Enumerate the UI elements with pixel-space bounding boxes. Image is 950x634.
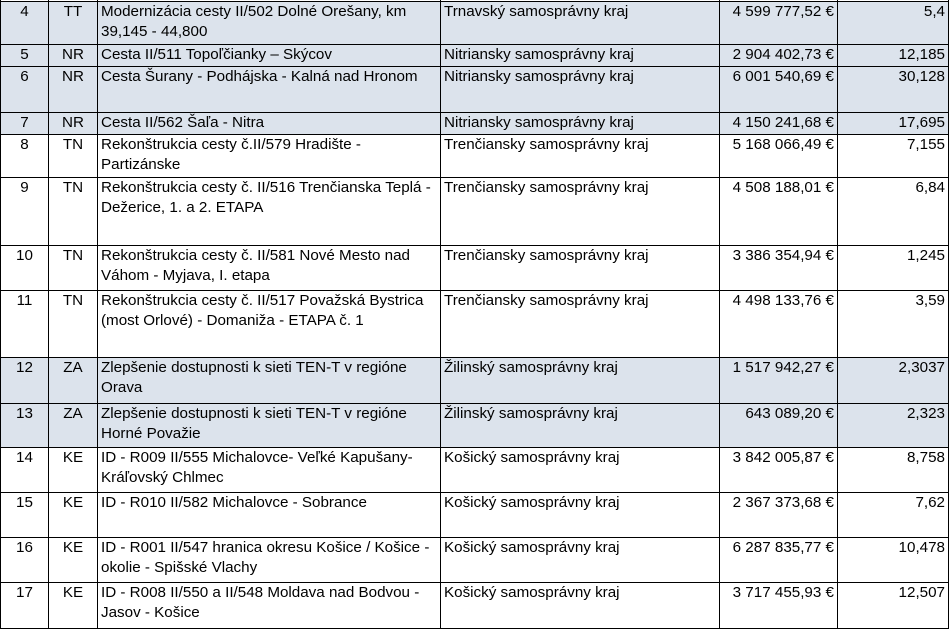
project-name: Modernizácia cesty II/502 Dolné Orešany, km 39,145 - 44,800 bbox=[98, 2, 441, 45]
table-row bbox=[1, 538, 949, 583]
table-row bbox=[1, 45, 949, 67]
row-number: 8 bbox=[1, 135, 49, 178]
length-km: 2,3037 bbox=[838, 358, 949, 404]
region-name: Košický samosprávny kraj bbox=[441, 493, 720, 538]
amount: 2 367 373,68 € bbox=[720, 493, 838, 538]
project-name: ID - R008 II/550 a II/548 Moldava nad Bodvou - Jasov - Košice bbox=[98, 583, 441, 629]
project-name: Zlepšenie dostupnosti k sieti TEN-T v regióne Horné Považie bbox=[98, 404, 441, 448]
length-km: 10,478 bbox=[838, 538, 949, 583]
project-name: Rekonštrukcia cesty č. II/517 Považská Bystrica (most Orlové) - Domaniža - ETAPA č. 1 bbox=[98, 291, 441, 358]
project-name: Rekonštrukcia cesty č. II/581 Nové Mesto nad Váhom - Myjava, I. etapa bbox=[98, 246, 441, 291]
region-code: TN bbox=[49, 178, 98, 246]
region-name: Trenčiansky samosprávny kraj bbox=[441, 246, 720, 291]
region-code: TN bbox=[49, 135, 98, 178]
region-name: Trenčiansky samosprávny kraj bbox=[441, 291, 720, 358]
table-row bbox=[1, 113, 949, 135]
amount: 3 842 005,87 € bbox=[720, 448, 838, 493]
row-number: 17 bbox=[1, 583, 49, 629]
table-row bbox=[1, 358, 949, 404]
row-number: 5 bbox=[1, 45, 49, 67]
region-code: TT bbox=[49, 2, 98, 45]
row-number: 11 bbox=[1, 291, 49, 358]
length-km: 1,245 bbox=[838, 246, 949, 291]
length-km: 17,695 bbox=[838, 113, 949, 135]
region-name: Trenčiansky samosprávny kraj bbox=[441, 178, 720, 246]
region-code: ZA bbox=[49, 404, 98, 448]
region-name: Košický samosprávny kraj bbox=[441, 448, 720, 493]
region-name: Košický samosprávny kraj bbox=[441, 538, 720, 583]
length-km: 30,128 bbox=[838, 67, 949, 113]
row-number: 15 bbox=[1, 493, 49, 538]
row-number: 10 bbox=[1, 246, 49, 291]
region-name: Trenčiansky samosprávny kraj bbox=[441, 135, 720, 178]
region-name: Žilinský samosprávny kraj bbox=[441, 404, 720, 448]
length-km: 8,758 bbox=[838, 448, 949, 493]
region-code: NR bbox=[49, 67, 98, 113]
length-km: 5,4 bbox=[838, 2, 949, 45]
region-code: KE bbox=[49, 538, 98, 583]
amount: 6 287 835,77 € bbox=[720, 538, 838, 583]
region-name: Nitriansky samosprávny kraj bbox=[441, 67, 720, 113]
amount: 643 089,20 € bbox=[720, 404, 838, 448]
length-km: 7,62 bbox=[838, 493, 949, 538]
length-km: 7,155 bbox=[838, 135, 949, 178]
table-row bbox=[1, 291, 949, 358]
project-name: Zlepšenie dostupnosti k sieti TEN-T v regióne Orava bbox=[98, 358, 441, 404]
row-number: 13 bbox=[1, 404, 49, 448]
length-km: 12,185 bbox=[838, 45, 949, 67]
table-row bbox=[1, 2, 949, 45]
amount: 2 904 402,73 € bbox=[720, 45, 838, 67]
table-row bbox=[1, 404, 949, 448]
region-code: NR bbox=[49, 113, 98, 135]
amount: 4 498 133,76 € bbox=[720, 291, 838, 358]
table-row bbox=[1, 67, 949, 113]
region-code: TN bbox=[49, 291, 98, 358]
region-code: KE bbox=[49, 583, 98, 629]
amount: 5 168 066,49 € bbox=[720, 135, 838, 178]
amount: 1 517 942,27 € bbox=[720, 358, 838, 404]
amount: 3 386 354,94 € bbox=[720, 246, 838, 291]
amount: 6 001 540,69 € bbox=[720, 67, 838, 113]
amount: 4 150 241,68 € bbox=[720, 113, 838, 135]
region-code: ZA bbox=[49, 358, 98, 404]
table-row bbox=[1, 493, 949, 538]
length-km: 12,507 bbox=[838, 583, 949, 629]
region-name: Nitriansky samosprávny kraj bbox=[441, 45, 720, 67]
length-km: 3,59 bbox=[838, 291, 949, 358]
table-row bbox=[1, 583, 949, 629]
row-number: 12 bbox=[1, 358, 49, 404]
table-row bbox=[1, 448, 949, 493]
amount: 4 599 777,52 € bbox=[720, 2, 838, 45]
project-name: Rekonštrukcia cesty č. II/516 Trenčianska Teplá - Dežerice, 1. a 2. ETAPA bbox=[98, 178, 441, 246]
region-name: Trnavský samosprávny kraj bbox=[441, 2, 720, 45]
row-number: 14 bbox=[1, 448, 49, 493]
project-name: ID - R010 II/582 Michalovce - Sobrance bbox=[98, 493, 441, 538]
amount: 4 508 188,01 € bbox=[720, 178, 838, 246]
project-name: Cesta II/562 Šaľa - Nitra bbox=[98, 113, 441, 135]
region-code: KE bbox=[49, 493, 98, 538]
amount: 3 717 455,93 € bbox=[720, 583, 838, 629]
table-row bbox=[1, 178, 949, 246]
region-name: Žilinský samosprávny kraj bbox=[441, 358, 720, 404]
region-code: TN bbox=[49, 246, 98, 291]
length-km: 2,323 bbox=[838, 404, 949, 448]
project-name: Cesta Šurany - Podhájska - Kalná nad Hronom bbox=[98, 67, 441, 113]
row-number: 9 bbox=[1, 178, 49, 246]
row-number: 4 bbox=[1, 2, 49, 45]
project-name: Rekonštrukcia cesty č.II/579 Hradište - Partizánske bbox=[98, 135, 441, 178]
row-number: 6 bbox=[1, 67, 49, 113]
table-row bbox=[1, 246, 949, 291]
region-name: Košický samosprávny kraj bbox=[441, 583, 720, 629]
project-name: ID - R001 II/547 hranica okresu Košice / Košice - okolie - Spišské Vlachy bbox=[98, 538, 441, 583]
region-code: NR bbox=[49, 45, 98, 67]
project-name: ID - R009 II/555 Michalovce- Veľké Kapušany-Kráľovský Chlmec bbox=[98, 448, 441, 493]
length-km: 6,84 bbox=[838, 178, 949, 246]
project-name: Cesta II/511 Topoľčianky – Skýcov bbox=[98, 45, 441, 67]
region-code: KE bbox=[49, 448, 98, 493]
row-number: 16 bbox=[1, 538, 49, 583]
region-name: Nitriansky samosprávny kraj bbox=[441, 113, 720, 135]
table-row bbox=[1, 135, 949, 178]
row-number: 7 bbox=[1, 113, 49, 135]
